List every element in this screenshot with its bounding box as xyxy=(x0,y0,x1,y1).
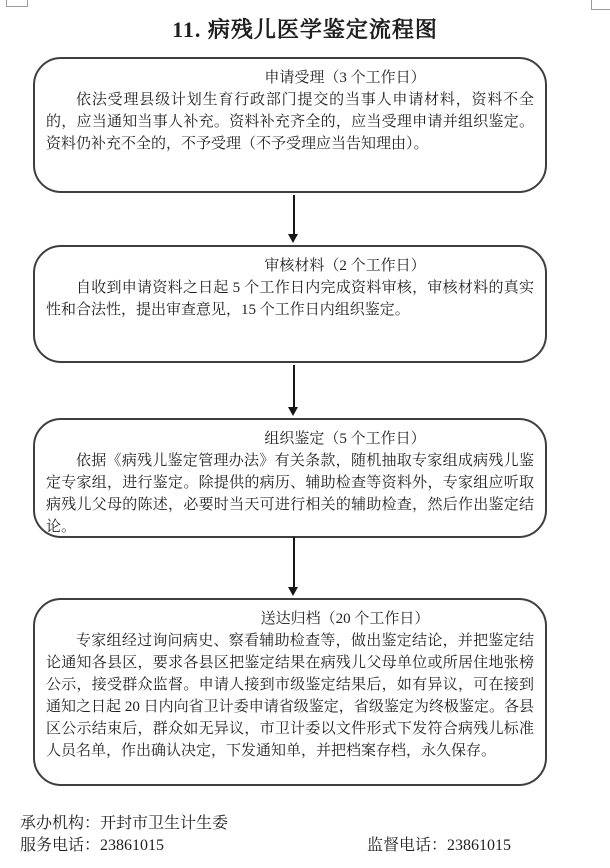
flow-step-organize-appraisal xyxy=(33,418,547,538)
flow-step-application-acceptance xyxy=(33,57,547,193)
flow-step-body: 专家组经过询问病史、察看辅助检查等，做出鉴定结论，并把鉴定结论通知各县区，要求各县区把鉴定结果在病残儿父母单位或所居住地张榜公示，接受群众监督。申请人接到市级鉴定结果后，如有异议，可在接到通知之日起 20 日内向省卫计委申请省级鉴定，省级鉴定为终极鉴定。各县区公示结束后，群众如无异议，市卫计委以文件形式下发符合病残儿标准人员名单，作出确认决定，下发通知单，并把档案存档，永久保存。 xyxy=(46,633,534,759)
flow-step-body: 依法受理县级计划生育行政部门提交的当事人申请材料，资料不全的，应当通知当事人补充。资料补充齐全的，应当受理申请并组织鉴定。资料仍补充不全的，不予受理（不予受理应当告知理由）。 xyxy=(46,92,534,152)
flow-arrow-down-2 xyxy=(287,365,300,416)
page-corner-mark-right xyxy=(591,0,610,10)
arrow-shaft xyxy=(293,537,295,589)
flow-step-title: 申请受理（3 个工作日） xyxy=(264,70,426,86)
flow-step-material-review xyxy=(33,245,547,363)
arrow-shaft xyxy=(293,365,295,409)
arrow-head-icon xyxy=(288,407,298,416)
arrow-shaft xyxy=(293,195,295,236)
footer-service-phone: 服务电话：23861015 xyxy=(20,837,165,854)
flow-step-delivery-archiving xyxy=(33,598,547,786)
flow-step-title: 审核材料（2 个工作日） xyxy=(264,258,426,274)
page-title: 11. 病残儿医学鉴定流程图 xyxy=(172,17,438,42)
flow-arrow-down-1 xyxy=(287,195,300,243)
page-corner-mark-left xyxy=(6,0,28,7)
flow-step-title: 送达归档（20 个工作日） xyxy=(260,611,430,627)
footer-supervise-phone: 监督电话：23861015 xyxy=(367,837,512,854)
flow-step-body: 自收到申请资料之日起 5 个工作日内完成资料审核，审核材料的真实性和合法性，提出审查意见，15 个工作日内组织鉴定。 xyxy=(46,280,534,318)
flow-arrow-down-3 xyxy=(287,537,300,596)
flow-step-title: 组织鉴定（5 个工作日） xyxy=(264,431,426,447)
arrow-head-icon xyxy=(288,587,298,596)
arrow-head-icon xyxy=(288,234,298,243)
flow-step-body: 依据《病残儿鉴定管理办法》有关条款，随机抽取专家组成病残儿鉴定专家组，进行鉴定。除提供的病历、辅助检查等资料外，专家组应听取病残儿父母的陈述，必要时当天可进行相关的辅助检查，然后作出鉴定结论。 xyxy=(46,453,534,535)
footer-agency: 承办机构：开封市卫生计生委 xyxy=(20,815,229,832)
